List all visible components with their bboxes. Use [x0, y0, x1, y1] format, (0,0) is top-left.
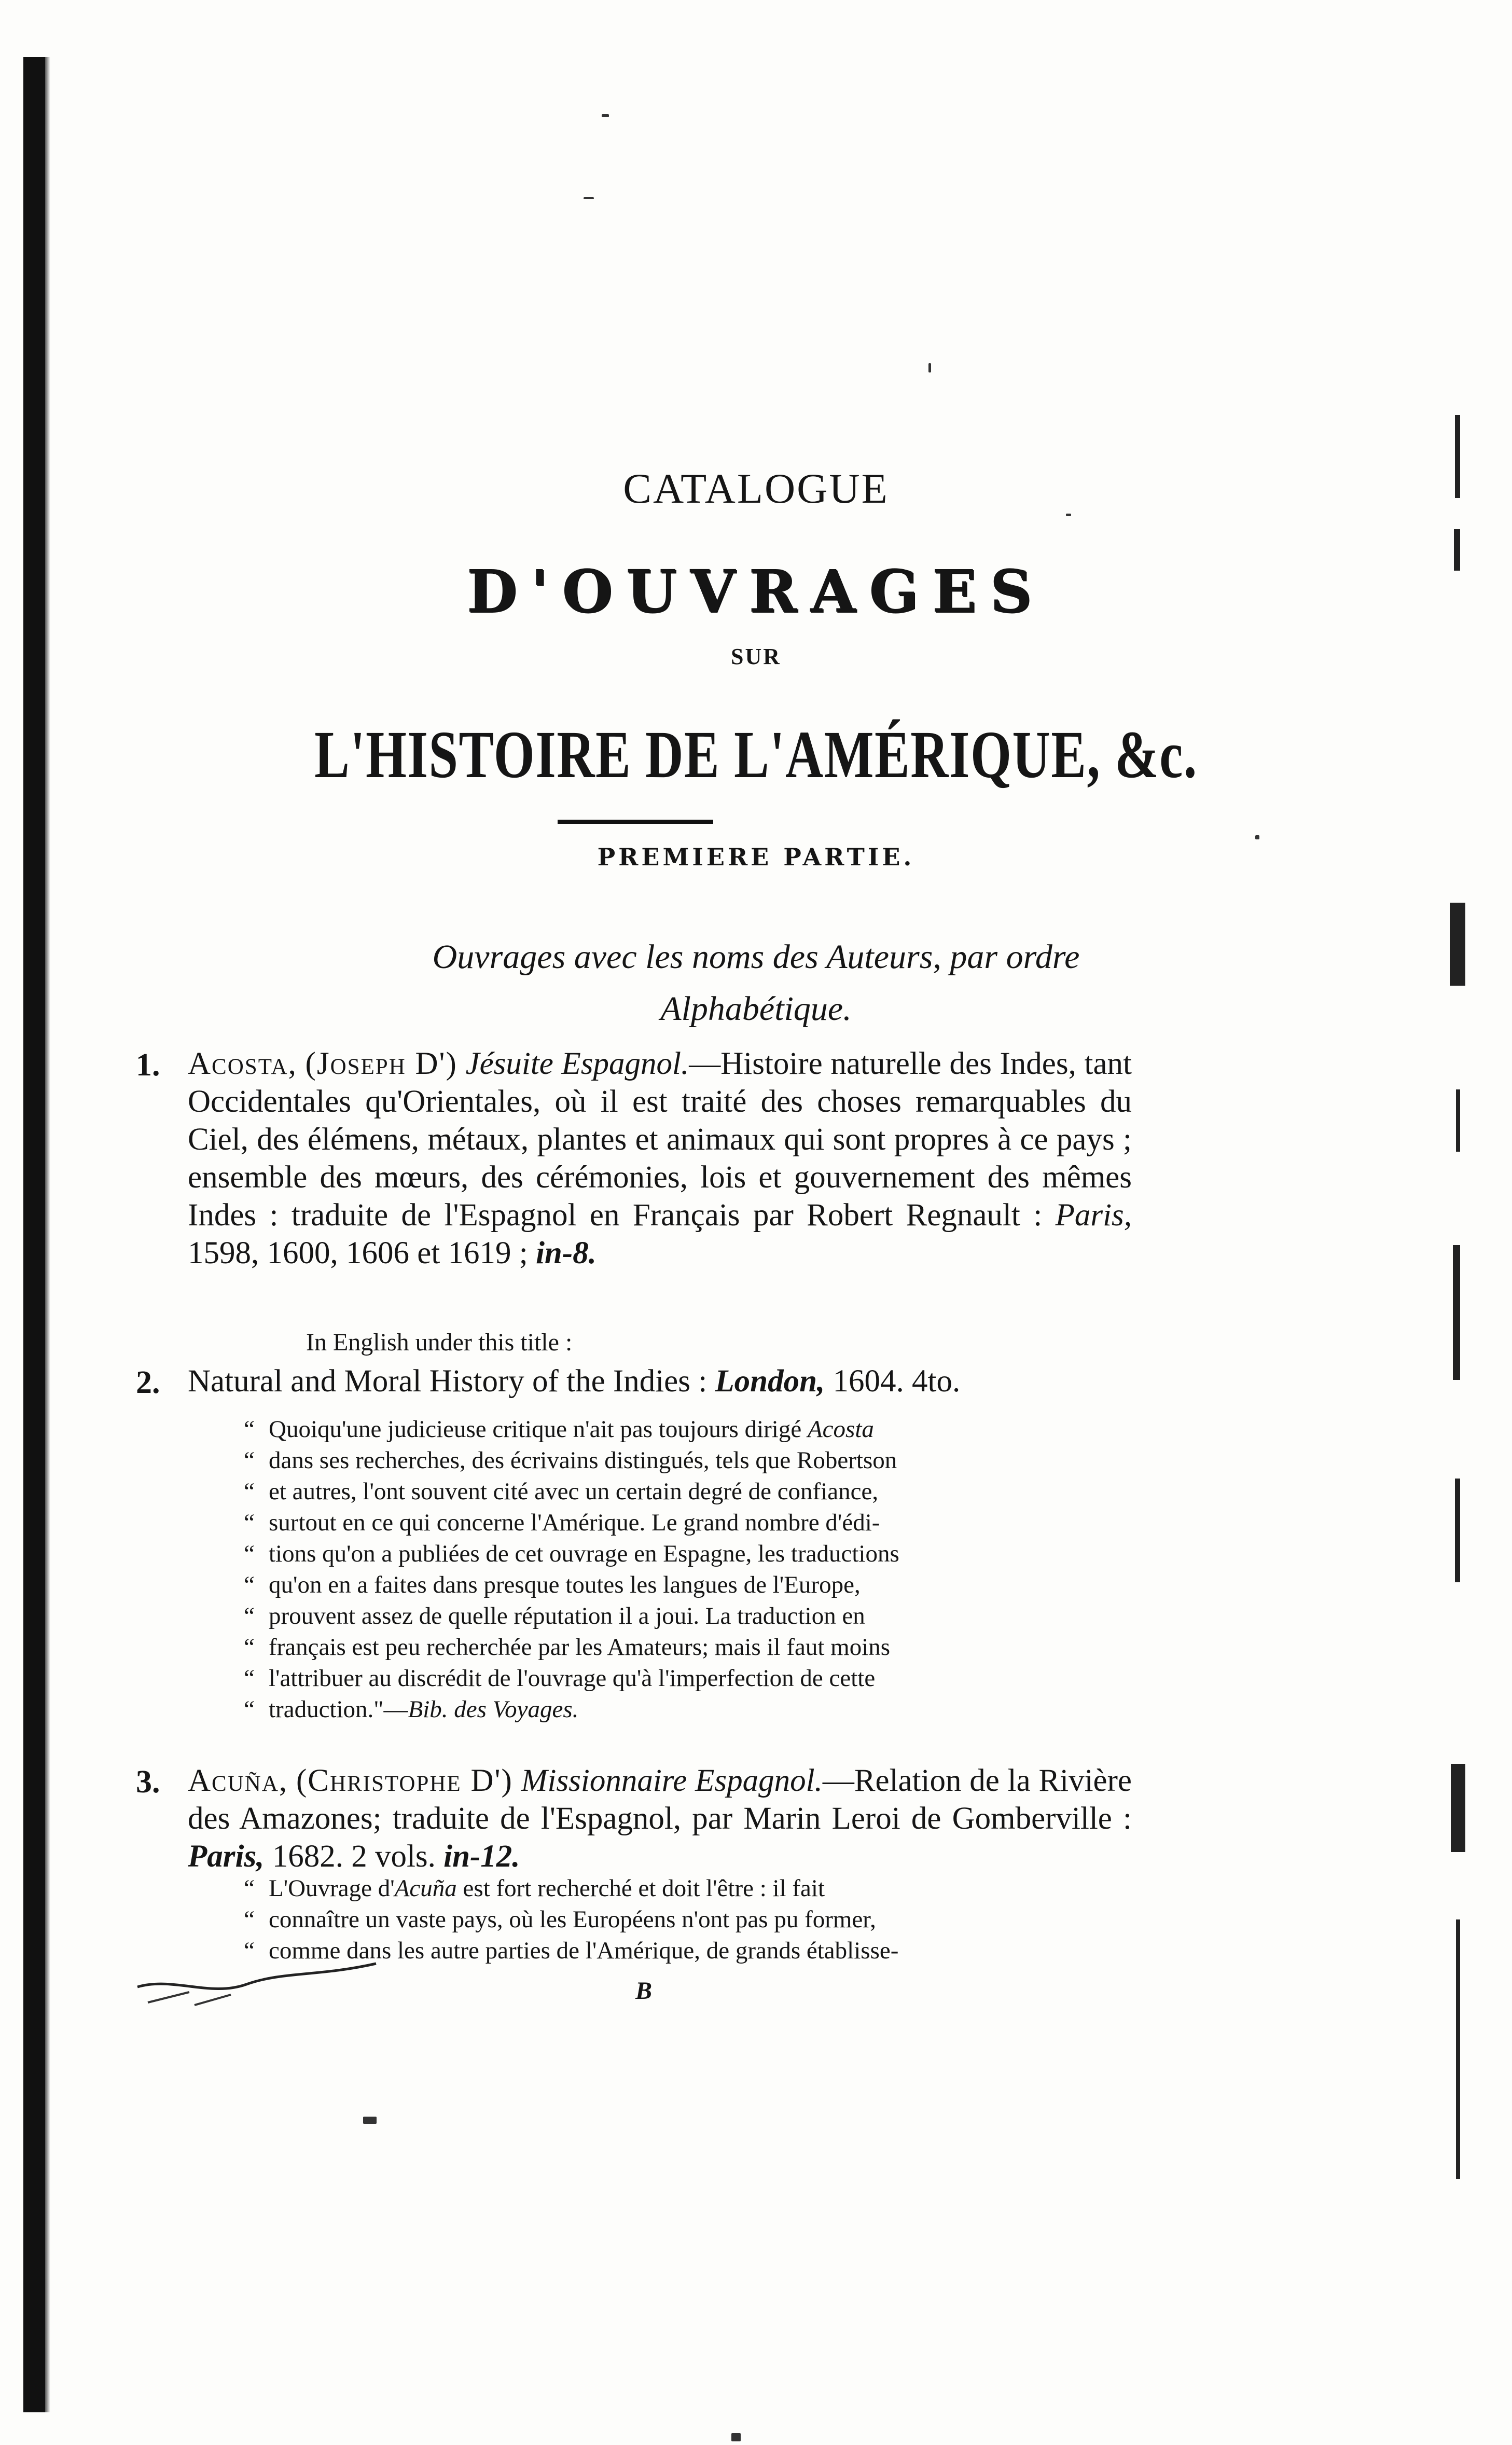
- entry-place: Paris,: [1055, 1198, 1132, 1233]
- entry-role: Missionnaire Espagnol.: [521, 1763, 823, 1798]
- quote-line: “ dans ses recherches, des écrivains distingués, tels que Robertson: [244, 1445, 1141, 1476]
- quote-line: “ connaître un vaste pays, où les Européens n'ont pas pu former,: [244, 1904, 1141, 1935]
- quote-line: “ traduction."—Bib. des Voyages.: [244, 1694, 1141, 1725]
- entry-author: Acosta,: [188, 1046, 297, 1081]
- entry-number: 1.: [136, 1047, 160, 1083]
- section-heading-line-2: Alphabétique.: [660, 990, 852, 1028]
- quote-mark: “: [244, 1416, 255, 1443]
- quote-bib-voyages: [244, 1414, 1141, 1725]
- entry-dates: 1604. 4to.: [825, 1364, 961, 1399]
- quote-acuna: [244, 1873, 1141, 1966]
- entry-author: Acuña,: [188, 1763, 288, 1798]
- quote-mark: “: [244, 1634, 255, 1661]
- entry-text: —Relation de la Rivière des Amazones; traduite de l'Espagnol, par Marin Leroi de Gomberville :: [188, 1763, 1132, 1836]
- binding-shadow: [23, 57, 45, 2412]
- pen-scribble: [132, 1956, 381, 2018]
- quote-line: “ l'attribuer au discrédit de l'ouvrage qu'à l'imperfection de cette: [244, 1663, 1141, 1694]
- section-heading-line-1: Ouvrages avec les noms des Auteurs, par ordre: [432, 938, 1080, 976]
- entry-acuna: [188, 1762, 1132, 1875]
- title-histoire: L'HISTOIRE DE L'AMÉRIQUE, &c.: [314, 717, 1198, 792]
- quote-mark: “: [244, 1509, 255, 1536]
- entry-acosta: [188, 1045, 1132, 1272]
- entry-place: Paris,: [188, 1839, 265, 1874]
- quote-line: “ L'Ouvrage d'Acuña est fort recherché et doit l'être : il fait: [244, 1873, 1141, 1904]
- quote-line: “ et autres, l'ont souvent cité avec un certain degré de confiance,: [244, 1476, 1141, 1507]
- quote-line: “ français est peu recherchée par les Amateurs; mais il faut moins: [244, 1632, 1141, 1663]
- title-divider: [558, 820, 713, 824]
- quote-line: “ Quoiqu'une judicieuse critique n'ait pas toujours dirigé Acosta: [244, 1414, 1141, 1445]
- entry-natural-history: [188, 1362, 1132, 1400]
- binding-gradient: [45, 57, 50, 2412]
- quote-line: “ qu'on en a faites dans presque toutes les langues de l'Europe,: [244, 1569, 1141, 1600]
- quote-mark: “: [244, 1478, 255, 1505]
- quote-line: “ prouvent assez de quelle réputation il a joui. La traduction en: [244, 1600, 1141, 1632]
- signature-mark: B: [635, 1977, 653, 2005]
- entry-dates: 1682. 2 vols.: [264, 1839, 444, 1874]
- quote-mark: “: [244, 1603, 255, 1629]
- entry-format: in-12.: [443, 1839, 520, 1874]
- title-sur: SUR: [730, 644, 782, 669]
- entry-dates: 1598, 1600, 1606 et 1619 ;: [188, 1236, 536, 1270]
- section-heading: [0, 931, 1512, 1035]
- quote-mark: “: [244, 1665, 255, 1692]
- quote-line: “ surtout en ce qui concerne l'Amérique. Le grand nombre d'édi-: [244, 1507, 1141, 1538]
- entry-format: in-8.: [535, 1236, 597, 1270]
- entry-number: 3.: [136, 1764, 160, 1800]
- quote-mark: “: [244, 1937, 255, 1964]
- quote-mark: “: [244, 1571, 255, 1598]
- quote-line: “ tions qu'on a publiées de cet ouvrage en Espagne, les traductions: [244, 1538, 1141, 1569]
- quote-mark: “: [244, 1875, 255, 1902]
- english-title-note: In English under this title :: [306, 1329, 573, 1356]
- entry-number: 2.: [136, 1365, 160, 1400]
- entry-title-text: Natural and Moral History of the Indies :: [188, 1364, 715, 1399]
- entry-text: —Histoire naturelle des Indes, tant Occidentales qu'Orientales, où il est traité des choses remarquables du Ciel, des élémens, métaux, plantes et animaux qui sont propres à ce pays ; ensemble des mœurs, des cérémonies, lois et gouvernement des mêmes Indes : traduite de l'Espagnol en Français par Robert Regnault :: [188, 1046, 1132, 1233]
- entry-place: London,: [715, 1364, 825, 1399]
- entry-author-detail: (Christophe D'): [296, 1763, 513, 1798]
- title-catalogue: CATALOGUE: [623, 465, 889, 512]
- entry-author-detail: (Joseph D'): [305, 1046, 457, 1081]
- quote-mark: “: [244, 1696, 255, 1723]
- quote-mark: “: [244, 1540, 255, 1567]
- quote-line: “ comme dans les autre parties de l'Amérique, de grands établisse-: [244, 1935, 1141, 1966]
- entry-role: Jésuite Espagnol.: [465, 1046, 689, 1081]
- quote-mark: “: [244, 1447, 255, 1474]
- title-ouvrages: D'OUVRAGES: [466, 558, 1046, 626]
- quote-mark: “: [244, 1906, 255, 1933]
- part-heading: PREMIERE PARTIE.: [597, 843, 915, 871]
